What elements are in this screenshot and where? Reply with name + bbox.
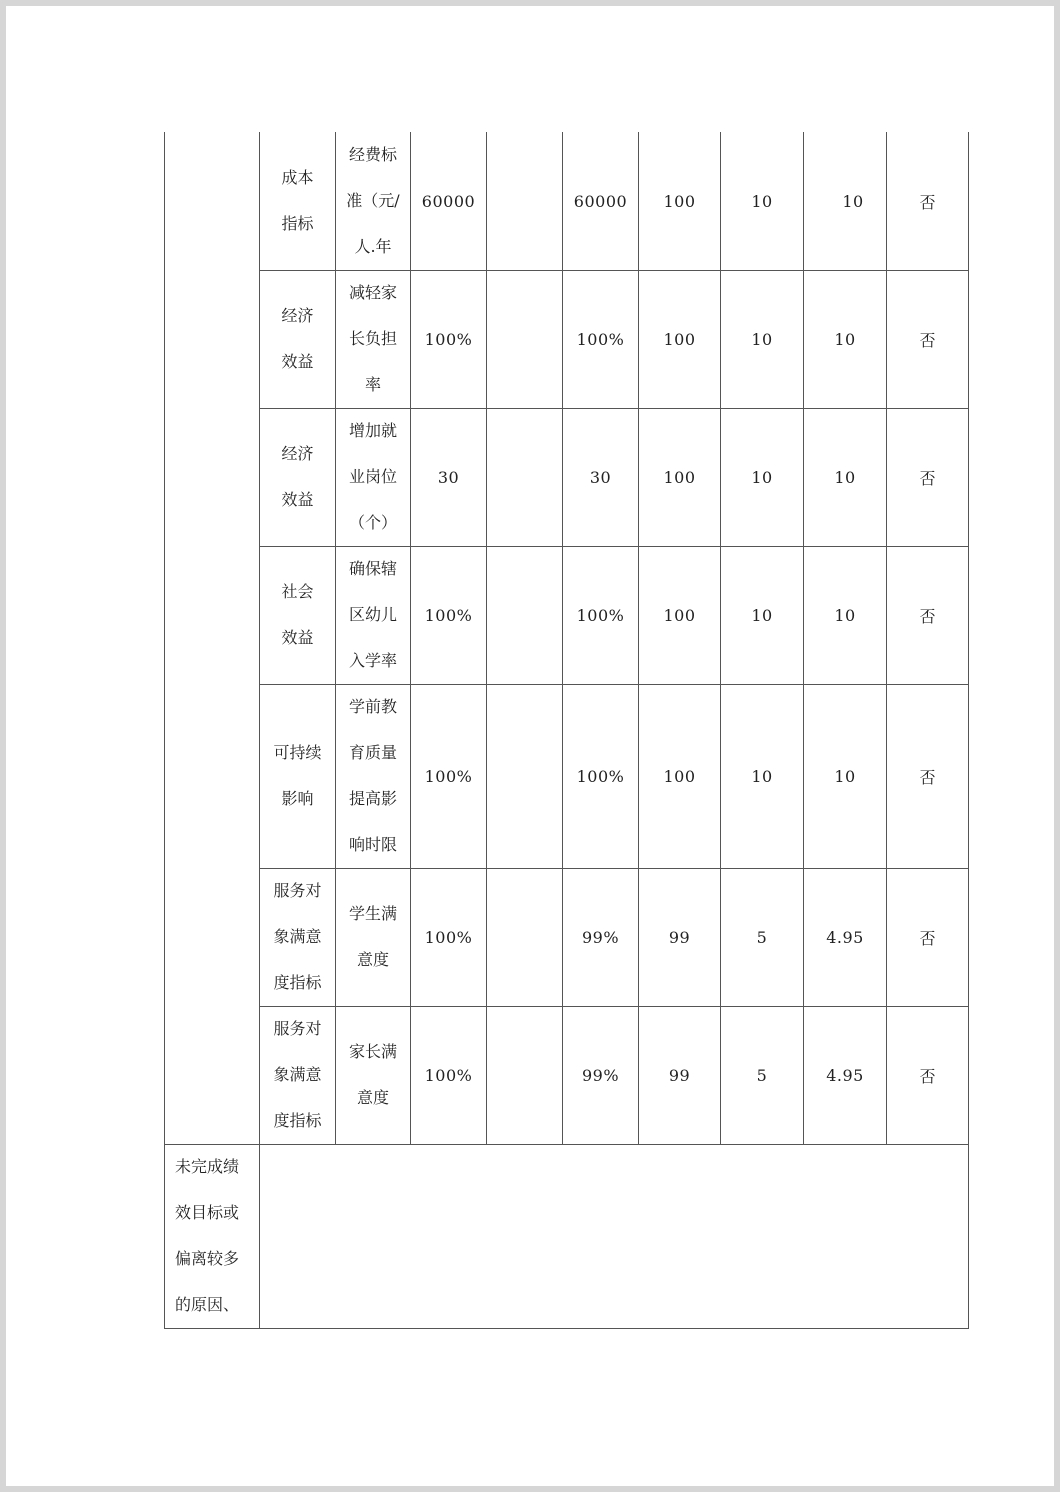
- indicator-cell: 学生满意度: [348, 904, 397, 969]
- category-cell: 经济效益: [281, 306, 314, 371]
- flag-cell: 否: [919, 468, 936, 488]
- blank-cell: [487, 546, 562, 684]
- indicator-cell: 学前教育质量提高影响时限: [348, 697, 397, 854]
- actual-value-cell: 100%: [576, 605, 625, 625]
- rate-cell: 100: [663, 467, 696, 487]
- blank-cell: [487, 132, 562, 270]
- weight-cell: 10: [751, 191, 773, 211]
- rate-cell: 100: [663, 766, 696, 786]
- score-cell: 4.95: [826, 927, 864, 947]
- rate-cell: 99: [668, 927, 691, 947]
- blank-cell: [487, 684, 562, 868]
- blank-cell: [487, 868, 562, 1006]
- target-value-cell: 100%: [424, 605, 473, 625]
- category-cell: 社会效益: [281, 582, 314, 647]
- flag-cell: 否: [919, 192, 936, 212]
- score-cell: 10: [834, 467, 856, 487]
- blank-cell: [487, 408, 562, 546]
- document-page: [6, 6, 1054, 1486]
- indicator-cell: 确保辖区幼儿入学率: [348, 559, 397, 670]
- grid-line: [164, 1328, 969, 1329]
- blank-cell: [487, 270, 562, 408]
- weight-cell: 5: [756, 1065, 768, 1085]
- actual-value-cell: 60000: [573, 191, 628, 211]
- category-cell: 可持续影响: [273, 743, 322, 808]
- category-cell: 成本指标: [281, 168, 314, 233]
- rate-cell: 100: [663, 605, 696, 625]
- actual-value-cell: 99%: [581, 1065, 620, 1085]
- score-cell: 4.95: [826, 1065, 864, 1085]
- actual-value-cell: 30: [589, 467, 612, 487]
- indicator-cell: 经费标准（元/人.年: [346, 145, 400, 256]
- target-value-cell: 100%: [424, 927, 473, 947]
- target-value-cell: 60000: [421, 191, 476, 211]
- rate-cell: 100: [663, 191, 696, 211]
- indicator-cell: 增加就业岗位（个）: [348, 421, 397, 532]
- weight-cell: 5: [756, 927, 768, 947]
- score-cell: 10: [842, 191, 864, 211]
- category-cell: 服务对象满意度指标: [273, 881, 322, 992]
- flag-cell: 否: [919, 606, 936, 626]
- weight-cell: 10: [751, 766, 773, 786]
- target-value-cell: 30: [437, 467, 460, 487]
- indicator-cell: 减轻家长负担率: [348, 283, 397, 394]
- weight-cell: 10: [751, 605, 773, 625]
- target-value-cell: 100%: [424, 1065, 473, 1085]
- weight-cell: 10: [751, 329, 773, 349]
- indicator-cell: 家长满意度: [348, 1042, 397, 1107]
- flag-cell: 否: [919, 1066, 936, 1086]
- flag-cell: 否: [919, 767, 936, 787]
- flag-cell: 否: [919, 928, 936, 948]
- rate-cell: 99: [668, 1065, 691, 1085]
- target-value-cell: 100%: [424, 766, 473, 786]
- target-value-cell: 100%: [424, 329, 473, 349]
- score-cell: 10: [834, 329, 856, 349]
- weight-cell: 10: [751, 467, 773, 487]
- actual-value-cell: 100%: [576, 329, 625, 349]
- blank-cell: [487, 1006, 562, 1144]
- grid-line: [968, 132, 969, 1328]
- actual-value-cell: 99%: [581, 927, 620, 947]
- rate-cell: 100: [663, 329, 696, 349]
- score-cell: 10: [834, 605, 856, 625]
- category-cell: 经济效益: [281, 444, 314, 509]
- category-cell: 服务对象满意度指标: [273, 1019, 322, 1130]
- actual-value-cell: 100%: [576, 766, 625, 786]
- footer-label-cell: 未完成绩效目标或偏离较多的原因、: [175, 1157, 240, 1314]
- score-cell: 10: [834, 766, 856, 786]
- flag-cell: 否: [919, 330, 936, 350]
- footer-value-cell: [260, 1144, 968, 1328]
